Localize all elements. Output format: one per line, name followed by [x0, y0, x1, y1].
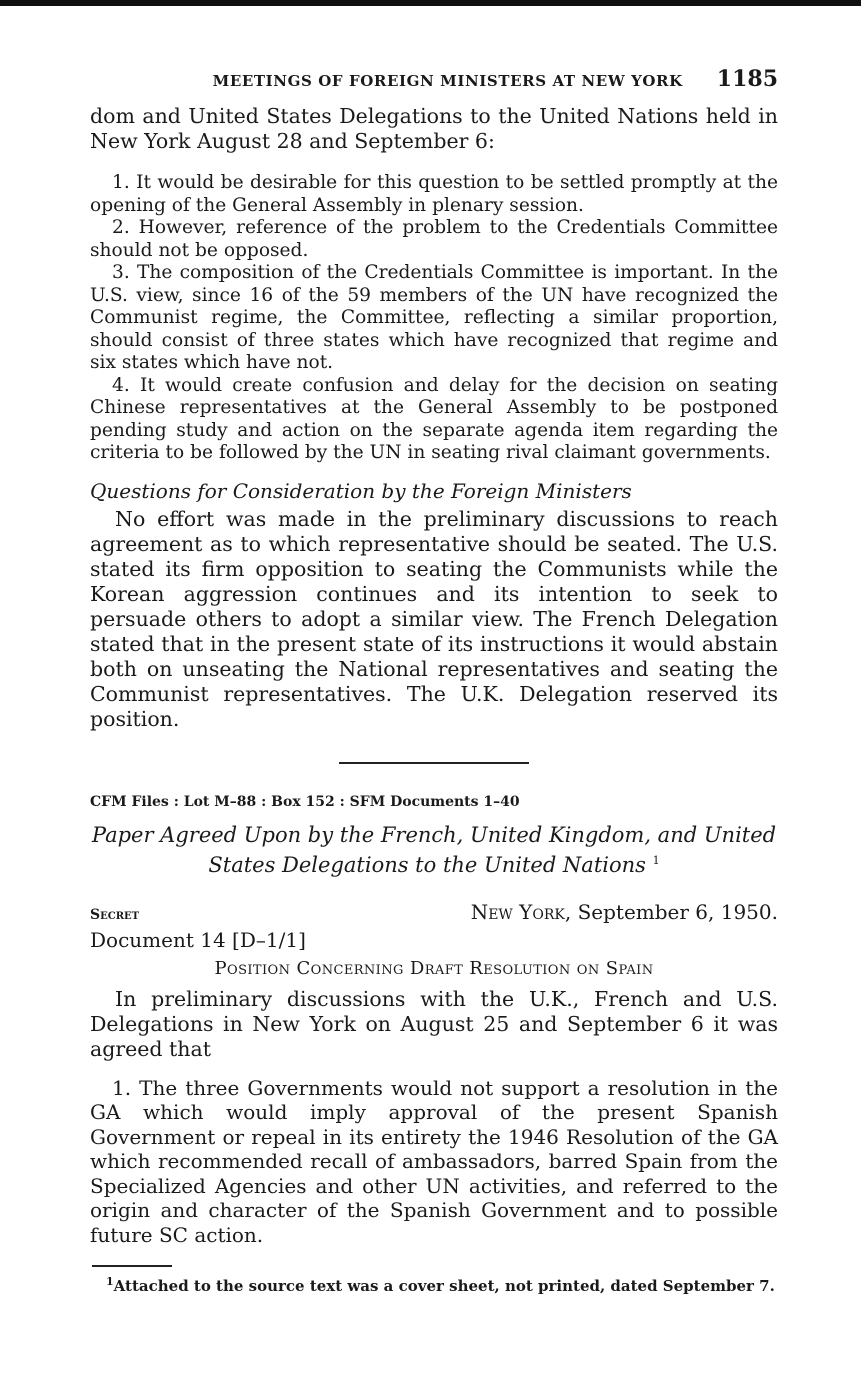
position-heading: Position Concerning Draft Resolution on Spain: [214, 957, 654, 979]
footnote-reference: 1: [652, 853, 660, 867]
dateline: [90, 900, 778, 924]
recommendations-list: [90, 172, 778, 465]
document-page: [90, 66, 778, 1295]
intro-paragraph: dom and United States Delegations to the United Nations held in New York August 28 and September 6:: [90, 104, 778, 153]
list-item: 1. It would be desirable for this question to be settled promptly at the opening of the General Assembly in plenary session.: [90, 172, 778, 216]
filing-citation: CFM Files : Lot M–88 : Box 152 : SFM Documents 1–40: [90, 793, 520, 810]
spain-intro-paragraph: In preliminary discussions with the U.K., French and U.S. Delegations in New York on August 25 and September 6 it was agreed that: [90, 986, 778, 1061]
list-item: 1. The three Governments would not support a resolution in the GA which would imply approval of the present Spanish Government or repeal in its entirety the 1946 Resolution of the GA which recommended recall of ambassadors, barred Spain from the Specialized Agencies and other UN activities, and referred to the origin and character of the Spanish Government and to possible future SC action.: [90, 1075, 778, 1247]
list-item: 2. However, reference of the problem to the Credentials Committee should not be opposed.: [90, 217, 778, 261]
list-item: 3. The composition of the Credentials Committee is important. In the U.S. view, since 16 of the 59 members of the UN have recognized the Communist regime, the Committee, reflecting a similar proportion, should consist of three states which have recognized that regime and six states which have not.: [90, 262, 778, 373]
page-top-edge: [0, 0, 861, 6]
questions-paragraph: No effort was made in the preliminary discussions to reach agreement as to which representative should be seated. The U.S. stated its firm opposition to seating the Communists while the Korean aggression continues and its intention to seek to persuade others to adopt a similar view. The French Delegation stated that in the present state of its instructions it would abstain both on unseating the National representatives and seating the Communist representatives. The U.K. Delegation reserved its position.: [90, 506, 778, 731]
footnote-divider: [92, 1265, 172, 1267]
place-date: [471, 900, 778, 924]
page-header: [90, 66, 778, 104]
footnote-marker: 1: [106, 1275, 114, 1288]
footnote: [90, 1275, 778, 1295]
spain-points-list: [90, 1076, 778, 1248]
place: New York,: [470, 899, 572, 924]
document-title-text: Paper Agreed Upon by the French, United Kingdom, and United States Delegations to the United Nations: [91, 822, 777, 877]
running-title: MEETINGS OF FOREIGN MINISTERS AT NEW YORK: [212, 72, 683, 90]
classification-label: Secret: [90, 906, 140, 923]
document-number: Document 14 [D–1/1]: [90, 927, 306, 952]
page-number: 1185: [716, 66, 778, 92]
footnote-text: Attached to the source text was a cover sheet, not printed, dated September 7.: [113, 1277, 775, 1295]
date: September 6, 1950.: [577, 899, 778, 924]
section-heading: Questions for Consideration by the Foreign Ministers: [90, 478, 632, 503]
list-item: 4. It would create confusion and delay for the decision on seating Chinese representatives at the General Assembly to be postponed pending study and action on the separate agenda item regarding the criteria to be followed by the UN in seating rival claimant governments.: [90, 374, 778, 463]
document-title: [90, 822, 778, 878]
section-divider: [339, 762, 529, 764]
